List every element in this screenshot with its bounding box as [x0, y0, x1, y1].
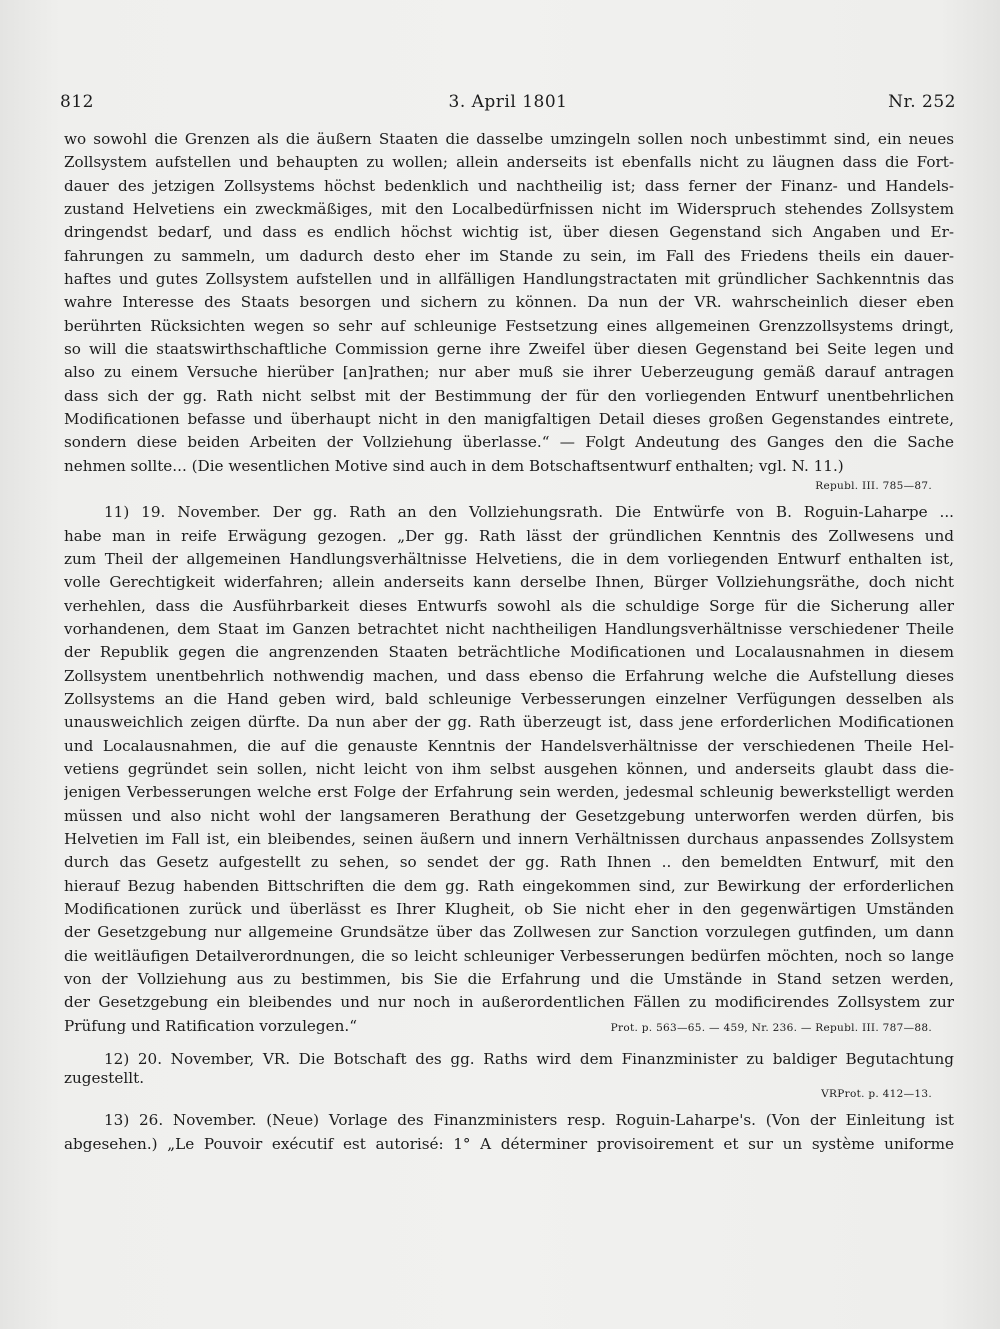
text-line: dass sich der gg. Rath nicht selbst mit der Bestimmung der für den vorliegenden Entwurf unentbehrlichen	[64, 386, 954, 405]
text-line: wahre Interesse des Staats besorgen und sichern zu können. Da nun der VR. wahrscheinlich dieser eben	[64, 293, 954, 312]
text-line: der Gesetzgebung nur allgemeine Grundsätze über das Zollwesen zur Sanction vorzulegen gutfinden, um dann	[64, 923, 954, 942]
text-line: 13) 26. November. (Neue) Vorlage des Finanzministers resp. Roguin-Laharpe's. (Von der Einleitung ist	[104, 1111, 954, 1130]
text-line: zustand Helvetiens ein zweckmäßiges, mit den Localbedürfnissen nicht im Widerspruch stehendes Zollsystem	[64, 200, 954, 219]
paragraph-2	[64, 501, 954, 1038]
text-line: abgesehen.) „Le Pouvoir exécutif est autorisé: 1° A déterminer provisoirement et sur un système uniforme	[64, 1134, 954, 1153]
document-number: Nr. 252	[888, 92, 956, 112]
text-line: so will die staatswirthschaftliche Commission gerne ihre Zweifel über diesen Gegenstand bei Seite legen und	[64, 340, 954, 359]
text-line: volle Gerechtigkeit widerfahren; allein anderseits kann derselbe Ihnen, Bürger Vollziehungsräthe, doch nicht	[64, 573, 954, 592]
text-line: hierauf Bezug habenden Bittschriften die dem gg. Rath eingekommen sind, zur Bewirkung der erforderlichen	[64, 876, 954, 895]
text-line: 11) 19. November. Der gg. Rath an den Vollziehungsrath. Die Entwürfe von B. Roguin-Laharpe ...	[104, 503, 954, 522]
header-date: 3. April 1801	[448, 92, 568, 112]
text-line: der Gesetzgebung ein bleibendes und nur noch in außerordentlichen Fällen zu modificirendes Zollsystem zur	[64, 993, 954, 1012]
text-line: haftes und gutes Zollsystem aufstellen und in allfälligen Handlungstractaten mit gründlicher Sachkenntnis das	[64, 270, 954, 289]
text-line: sondern diese beiden Arbeiten der Vollziehung überlasse.“ — Folgt Andeutung des Ganges den die Sache	[64, 433, 954, 452]
text-line: fahrungen zu sammeln, um dadurch desto eher im Stande zu sein, im Fall des Friedens theils ein dauer-	[64, 246, 954, 265]
page-number: 812	[60, 92, 94, 112]
source-reference: VRProt. p. 412—13.	[821, 1088, 932, 1101]
paragraph-gap	[64, 1038, 954, 1048]
text-line: von der Vollziehung aus zu bestimmen, bis Sie die Erfahrung und die Umstände in Stand setzen werden,	[64, 970, 954, 989]
text-line: vorhandenen, dem Staat im Ganzen betrachtet nicht nachtheiligen Handlungsverhältnisse verschiedener Theile	[64, 619, 954, 638]
text-line: Prüfung und Ratification vorzulegen.“	[64, 1016, 358, 1035]
text-line: Zollsystem unentbehrlich nothwendig machen, und dass ebenso die Erfahrung welche die Aufstellung dieses	[64, 666, 954, 685]
text-line: 12) 20. November, VR. Die Botschaft des gg. Raths wird dem Finanzminister zu baldiger Begutachtung	[104, 1050, 954, 1069]
text-line: unausweichlich zeigen dürfte. Da nun aber der gg. Rath überzeugt ist, dass jene erforderlichen Modificationen	[64, 713, 954, 732]
text-line: dringendst bedarf, und dass es endlich höchst wichtig ist, über diesen Gegenstand sich Angaben und Er-	[64, 223, 954, 242]
paragraph-4	[64, 1109, 954, 1156]
text-line: der Republik gegen die angrenzenden Staaten beträchtliche Modificationen und Localausnahmen in diesem	[64, 643, 954, 662]
text-line: durch das Gesetz aufgestellt zu sehen, so sendet der gg. Rath Ihnen .. den bemeldten Entwurf, mit den	[64, 853, 954, 872]
source-reference: Prot. p. 563—65. — 459, Nr. 236. — Republ. III. 787—88.	[610, 1021, 932, 1034]
page-header	[60, 92, 956, 116]
text-line: verhehlen, dass die Ausführbarkeit dieses Entwurfs sowohl als die schuldige Sorge für die Sicherung aller	[64, 596, 954, 615]
text-line: Zollsystem aufstellen und behaupten zu wollen; allein anderseits ist ebenfalls nicht zu läugnen dass die Fort-	[64, 153, 954, 172]
text-line: jenigen Verbesserungen welche erst Folge der Erfahrung sein werden, jedesmal schleunig bewerkstelligt werden	[64, 783, 954, 802]
text-line: Modificationen befasse und überhaupt nicht in den manigfaltigen Detail dieses großen Gegenstandes eintrete,	[64, 410, 954, 429]
text-line: habe man in reife Erwägung gezogen. „Der gg. Rath lässt der gründlichen Kenntnis des Zollwesens und	[64, 526, 954, 545]
body-text	[64, 128, 954, 1156]
text-line: Modificationen zurück und überlässt es Ihrer Klugheit, ob Sie nicht eher in den gegenwärtigen Umständen	[64, 900, 954, 918]
text-line: müssen und also nicht wohl der langsameren Berathung der Gesetzgebung unterworfen werden dürfen, bis	[64, 806, 954, 825]
text-line: also zu einem Versuche hierüber [an]rathen; nur aber muß sie ihrer Ueberzeugung gemäß darauf antragen	[64, 363, 954, 382]
paragraph-3	[64, 1048, 954, 1103]
text-line: vetiens gegründet sein sollen, nicht leicht von ihm selbst ausgehen können, und anderseits glaubt dass die-	[64, 759, 954, 778]
text-line-with-source	[64, 1015, 954, 1038]
text-line: nehmen sollte... (Die wesentlichen Motive sind auch in dem Botschaftsentwurf enthalten; vgl. N. 11.)	[64, 456, 844, 475]
text-line: Helvetien im Fall ist, ein bleibendes, seinen äußern und innern Verhältnissen durchaus anpassendes Zollsystem	[64, 829, 954, 848]
text-line: zum Theil der allgemeinen Handlungsverhältnisse Helvetiens, die in dem vorliegenden Entwurf enthalten ist,	[64, 549, 954, 568]
text-line: berührten Rücksichten wegen so sehr auf schleunige Festsetzung eines allgemeinen Grenzzollsystems dringt,	[64, 316, 954, 335]
text-line: die weitläufigen Detailverordnungen, die so leicht schleuniger Verbesserungen bedürfen möchten, noch so lange	[64, 946, 954, 965]
text-line: zugestellt.	[64, 1071, 145, 1087]
text-line: Zollsystems an die Hand geben wird, bald schleunige Verbesserungen einzelner Verfügungen desselben als	[64, 689, 954, 708]
text-line: wo sowohl die Grenzen als die äußern Staaten die dasselbe umzingeln sollen noch unbestimmt sind, ein neues	[64, 130, 954, 148]
text-line: und Localausnahmen, die auf die genauste Kenntnis der Handelsverhältnisse der verschiedenen Theile Hel-	[64, 736, 954, 755]
paragraph-1	[64, 128, 954, 495]
source-reference: Republ. III. 785—87.	[815, 480, 932, 493]
text-line: dauer des jetzigen Zollsystems höchst bedenklich und nachtheilig ist; dass ferner der Finanz- und Handels-	[64, 176, 954, 195]
